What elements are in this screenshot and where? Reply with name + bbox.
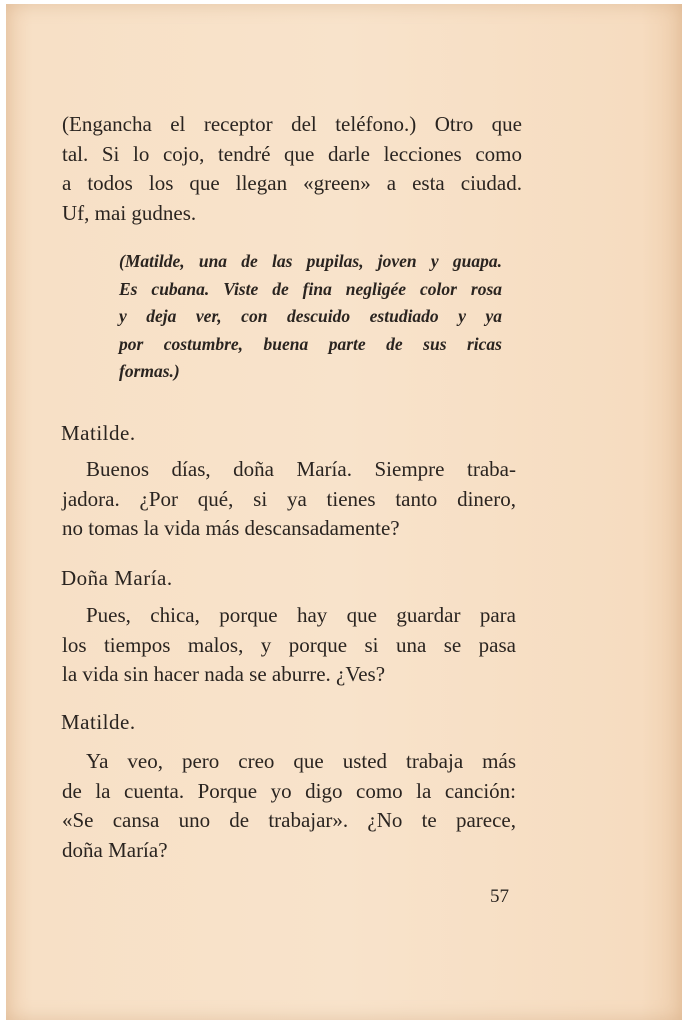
text-line: y deja ver, con descuido estudiado y ya (119, 306, 502, 326)
dialogue-paragraph (62, 110, 522, 228)
book-page (6, 4, 682, 1020)
text-line: doña María? (62, 837, 168, 862)
text-line: por costumbre, buena parte de sus ricas (119, 333, 502, 354)
text-line: los tiempos malos, y porque si una se pasa (62, 632, 516, 657)
text-line: (Engancha el receptor del teléfono.) Otro que (62, 112, 522, 136)
text-line: Pues, chica, porque hay que guardar para (86, 603, 516, 627)
dialogue-paragraph (62, 601, 516, 690)
text-line: «Se cansa uno de trabajar». ¿No te parece, (62, 808, 516, 832)
page-number: 57 (490, 886, 509, 907)
text-line: de la cuenta. Porque yo digo como la canción: (62, 778, 516, 803)
speaker-name: Matilde. (61, 421, 136, 445)
text-line: a todos los que llegan «green» a esta ciudad. (62, 171, 522, 195)
text-line: tal. Si lo cojo, tendré que darle lecciones como (62, 141, 522, 166)
text-line: Es cubana. Viste de fina negligée color rosa (119, 278, 502, 299)
text-line: Buenos días, doña María. Siempre traba- (86, 457, 516, 481)
text-line: (Matilde, una de las pupilas, joven y guapa. (119, 251, 502, 271)
speaker-name: Matilde. (61, 710, 136, 734)
text-line: la vida sin hacer nada se aburre. ¿Ves? (62, 662, 386, 686)
dialogue-paragraph (62, 747, 516, 865)
text-line: no tomas la vida más descansadamente? (62, 516, 400, 540)
speaker-name: Doña María. (61, 566, 173, 590)
dialogue-paragraph (62, 455, 516, 544)
text-line: Uf, mai gudnes. (62, 200, 197, 225)
text-line: jadora. ¿Por qué, si ya tienes tanto dinero, (62, 486, 516, 511)
stage-direction (119, 248, 502, 386)
text-line: Ya veo, pero creo que usted trabaja más (86, 749, 516, 773)
text-line: formas.) (119, 361, 180, 381)
